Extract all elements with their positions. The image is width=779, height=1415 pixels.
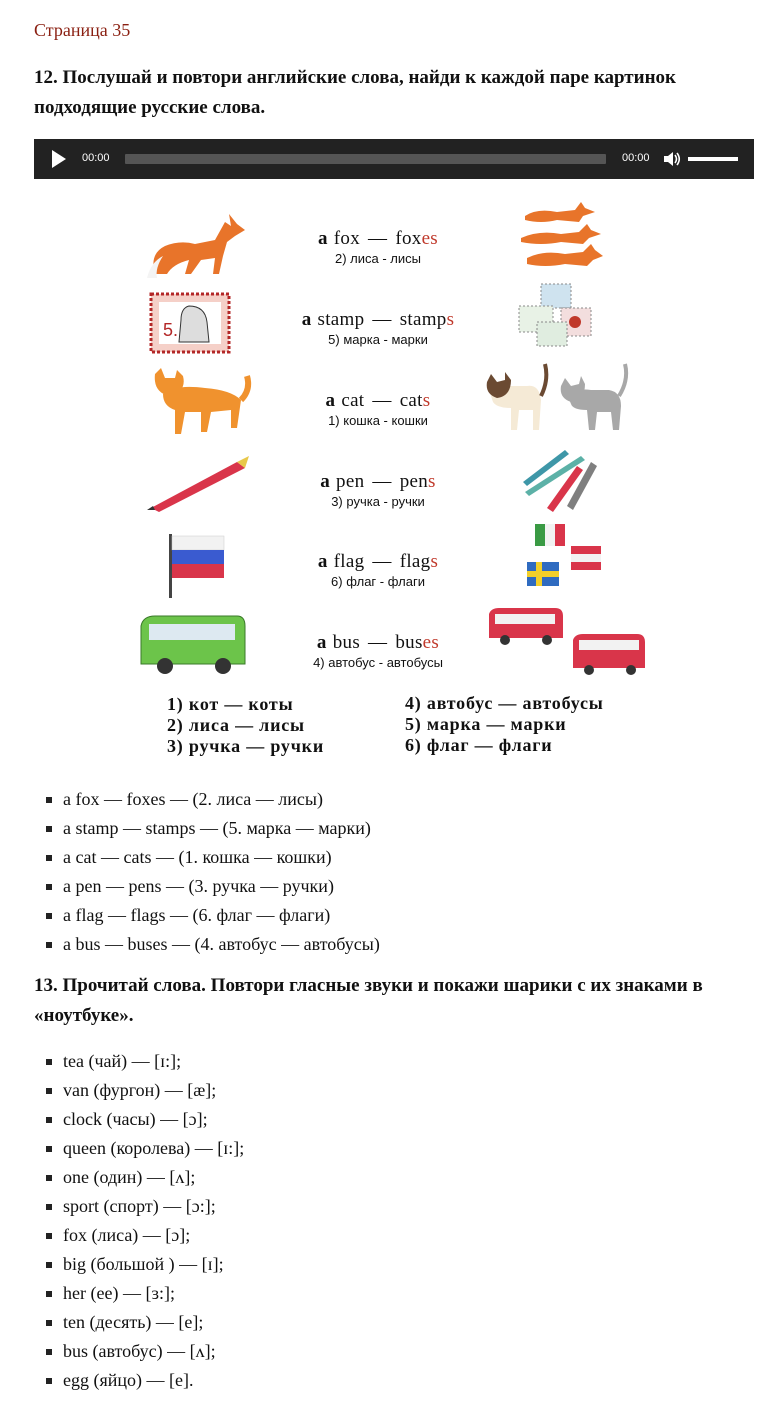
svg-text:5.: 5. <box>163 320 179 340</box>
list-item: one (один) — [ʌ]; <box>0 1163 244 1192</box>
volume-slider[interactable] <box>688 157 738 161</box>
list-item: a fox — foxes — (2. лиса — лисы) <box>0 785 380 814</box>
list-item: egg (яйцо) — [e]. <box>0 1366 244 1395</box>
list-item: a bus — buses — (4. автобус — автобусы) <box>0 930 380 959</box>
bus-image <box>137 612 249 676</box>
page-title: Страница 35 <box>34 20 131 40</box>
list-item: queen (королева) — [ɪ:]; <box>0 1134 244 1163</box>
flags-image <box>525 522 603 596</box>
cat-image <box>145 366 253 438</box>
list-item: tea (чай) — [ɪ:]; <box>0 1047 244 1076</box>
stamps-image <box>517 282 597 348</box>
flag-image <box>165 532 227 600</box>
buses-image <box>485 606 647 678</box>
list-item: a cat — cats — (1. кошка — кошки) <box>0 843 380 872</box>
list-item: sport (спорт) — [ɔ:]; <box>0 1192 244 1221</box>
pens-image <box>519 446 599 514</box>
word-pair: a flag — flags 6) флаг - флаги <box>317 551 439 589</box>
word-pair: a cat — cats 1) кошка - кошки <box>325 390 431 428</box>
progress-rail[interactable] <box>125 154 606 164</box>
list-item: a pen — pens — (3. ручка — ручки) <box>0 872 380 901</box>
illustration-panel <box>133 196 653 766</box>
pen-image <box>145 454 251 512</box>
task-13-heading: 13. Прочитай слова. Повтори гласные звуки и покажи шарики с их знаками в «ноутбуке». <box>34 975 703 1026</box>
word-pair: a fox — foxes 2) лиса - лисы <box>317 228 439 266</box>
list-item: her (ее) — [ɜ:]; <box>0 1279 244 1308</box>
word-pair: a pen — pens 3) ручка - ручки <box>320 471 436 509</box>
play-icon[interactable] <box>52 150 66 168</box>
list-item: van (фургон) — [æ]; <box>0 1076 244 1105</box>
word-pair: a stamp — stamps 5) марка - марки <box>301 309 455 347</box>
word-pair: a bus — buses 4) автобус - автобусы <box>313 632 443 670</box>
volume-icon[interactable] <box>662 149 682 169</box>
duration-time: 00:00 <box>622 152 650 164</box>
stamp-image <box>149 292 231 354</box>
list-item: ten (десять) — [e]; <box>0 1308 244 1337</box>
legend-right: 4) автобус — автобусы 5) марка — марки 6) флаг — флаги <box>405 693 604 755</box>
audio-player <box>34 139 754 179</box>
list-item: a stamp — stamps — (5. марка — марки) <box>0 814 380 843</box>
task-12-heading: 12. Послушай и повтори английские слова, найди к каждой паре картинок подходящие русские слова. <box>34 67 676 118</box>
list-item: bus (автобус) — [ʌ]; <box>0 1337 244 1366</box>
foxes-image <box>517 198 605 272</box>
list-item: fox (лиса) — [ɔ]; <box>0 1221 244 1250</box>
list-item: a flag — flags — (6. флаг — флаги) <box>0 901 380 930</box>
list-item: clock (часы) — [ɔ]; <box>0 1105 244 1134</box>
current-time: 00:00 <box>82 152 110 164</box>
fox-image <box>145 204 245 280</box>
list-item: big (большой ) — [ɪ]; <box>0 1250 244 1279</box>
legend-left: 1) кот — коты 2) лиса — лисы 3) ручка — ручки <box>167 694 324 756</box>
answers-list <box>0 785 380 959</box>
sounds-list <box>0 1047 244 1395</box>
